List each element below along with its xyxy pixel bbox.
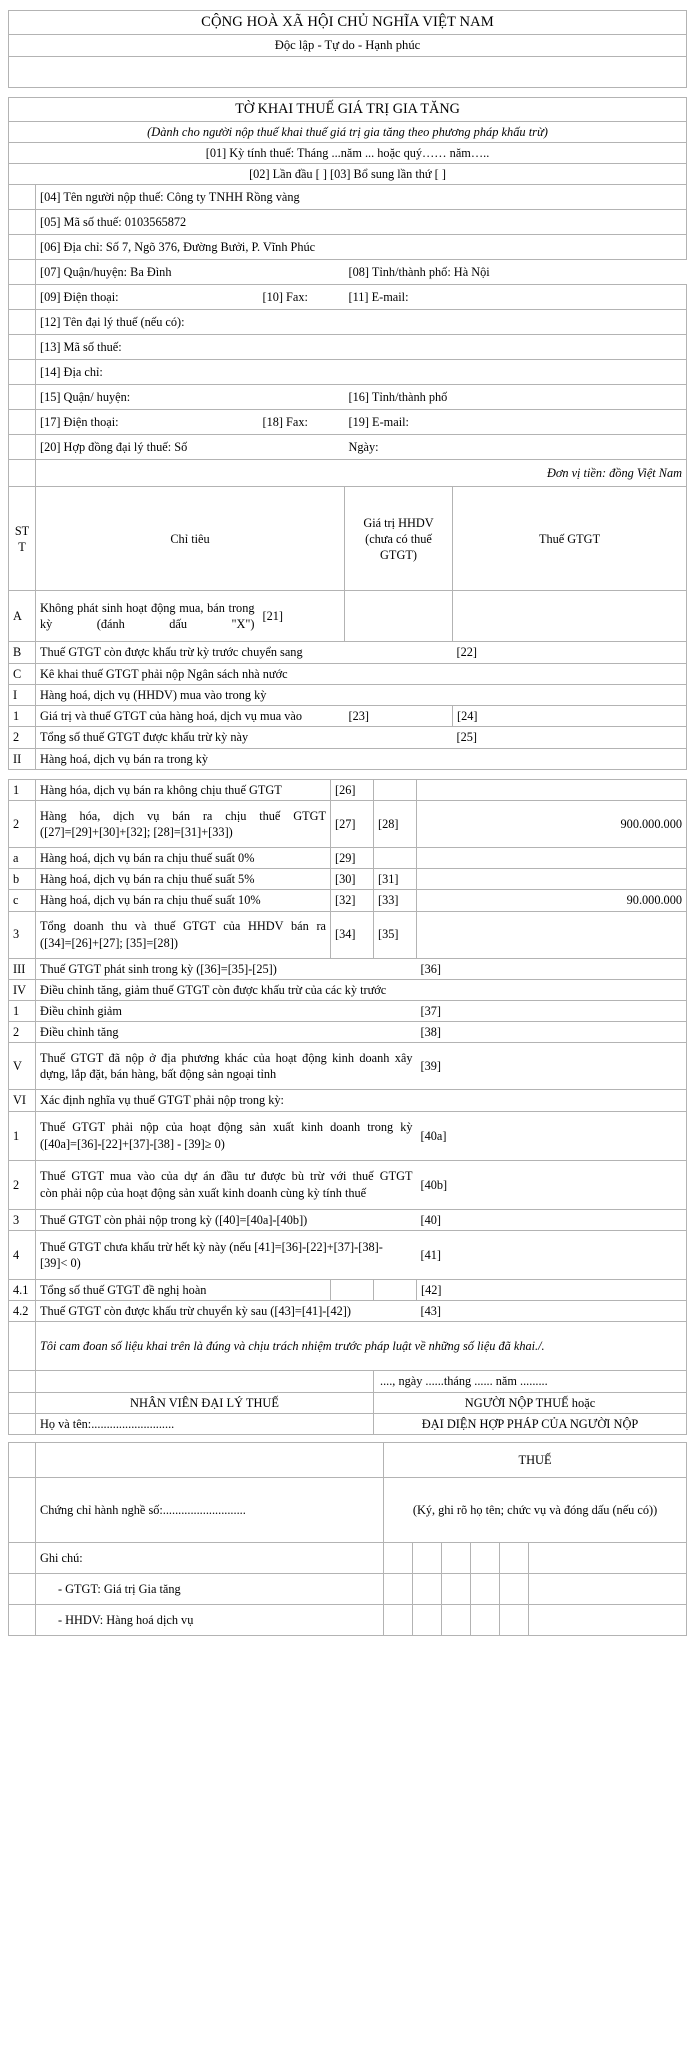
taxpayer-title-line1: NGƯỜI NỘP THUẾ hoặc — [374, 1392, 687, 1413]
table-row[interactable] — [9, 1001, 687, 1022]
criteria-table-header-row — [9, 487, 687, 591]
header-blank-cell — [9, 56, 687, 87]
row-criteria: Điều chỉnh tăng, giảm thuế GTGT còn được khấu trừ của các kỳ trước — [36, 979, 687, 1000]
table-row — [9, 684, 687, 705]
table-row[interactable] — [9, 958, 687, 979]
row-criteria-line2: ([34]=[26]+[27]; [35]=[28]) — [40, 935, 178, 950]
page-title: TỜ KHAI THUẾ GIÁ TRỊ GIA TĂNG — [9, 97, 687, 121]
row-criteria: Điều chỉnh giảm — [36, 1001, 417, 1022]
currency-unit-note: Đơn vị tiền: đồng Việt Nam — [36, 460, 687, 487]
row-stt: 3 — [9, 1209, 36, 1230]
row-criteria: Hàng hoá, dịch vụ bán ra chịu thuế suất 10% — [36, 890, 331, 911]
agent-code-gutter — [9, 335, 36, 360]
notes-grid-cell — [471, 1574, 500, 1605]
agent-contract-row[interactable] — [9, 435, 687, 460]
row-criteria-line1: Thuế GTGT phải nộp của hoạt động sản xuất kinh doanh trong kỳ — [40, 1120, 413, 1135]
row-criteria — [36, 1230, 417, 1279]
row-criteria: Hàng hóa, dịch vụ bán ra không chịu thuế GTGT — [36, 779, 331, 800]
notes-grid-cell — [413, 1574, 442, 1605]
row-vat-code: [31] — [374, 869, 417, 890]
agent-staff-name-field[interactable]: Họ và tên:........................... — [36, 1413, 374, 1434]
taxpayer-name-row[interactable] — [9, 185, 687, 210]
notes-grid-cell — [442, 1605, 471, 1636]
notes-grid-cell — [500, 1574, 529, 1605]
row-criteria-line2: ([27]=[29]+[30]+[32]; [28]=[31]+[33]) — [40, 824, 233, 839]
note-item-gtgt: - GTGT: Giá trị Gia tăng — [36, 1574, 384, 1605]
row-criteria: Không phát sinh hoạt động mua, bán trong kỳ (đánh dấu "X") — [36, 591, 259, 642]
form-subtitle: (Dành cho người nộp thuế khai thuế giá trị gia tăng theo phương pháp khấu trừ) — [9, 121, 687, 142]
notes-grid-cell — [529, 1574, 687, 1605]
block-gap-1 — [8, 88, 686, 97]
row-vat-cell[interactable] — [417, 1279, 687, 1300]
table-row[interactable] — [9, 1279, 687, 1300]
row-criteria: Tổng số thuế GTGT đề nghị hoàn — [36, 1279, 331, 1300]
notes-grid-cell — [413, 1605, 442, 1636]
row-criteria-line1: Thuế GTGT mua vào của dự án đầu tư được bù trừ với thuế GTGT — [40, 1169, 413, 1184]
taxpayer-province-field[interactable]: [08] Tỉnh/thành phố: Hà Nội — [348, 265, 490, 280]
row-stt: 1 — [9, 1001, 36, 1022]
footer-gutter-5 — [9, 1605, 36, 1636]
agent-phone-field[interactable]: [17] Điện thoại: — [36, 410, 259, 435]
notes-grid-cell — [471, 1543, 500, 1574]
taxpayer-contact-row[interactable] — [9, 285, 687, 310]
agent-district-field[interactable]: [15] Quận/ huyện: — [36, 385, 345, 410]
row-vat-cell[interactable] — [453, 727, 687, 748]
country-name: CỘNG HOÀ XÃ HỘI CHỦ NGHĨA VIỆT NAM — [9, 11, 687, 35]
notes-heading-row — [9, 1543, 687, 1574]
row-vat-code: [37] — [420, 1004, 441, 1019]
footer-gutter-4 — [9, 1574, 36, 1605]
agent-province-field[interactable]: [16] Tỉnh/thành phố — [345, 385, 687, 410]
row-value-code: [30] — [331, 869, 374, 890]
row-vat-code: [28] — [374, 800, 417, 847]
row-stt: 4 — [9, 1230, 36, 1279]
row-vat-amount[interactable]: 90.000.000 — [417, 890, 687, 911]
table-row[interactable] — [9, 847, 687, 868]
signature-name-gutter — [9, 1413, 36, 1434]
agent-contract-date-field[interactable]: Ngày: — [345, 435, 687, 460]
row-criteria: Giá trị và thuế GTGT của hàng hoá, dịch vụ mua vào — [36, 706, 345, 727]
row-vat-amount[interactable] — [417, 911, 687, 958]
form-title-row — [9, 97, 687, 121]
row-inline-code: [21] — [259, 591, 345, 642]
table-row[interactable] — [9, 591, 687, 642]
row-stt: A — [9, 591, 36, 642]
row-vat-code: [36] — [420, 961, 441, 976]
row-vat-cell[interactable] — [417, 1043, 687, 1090]
signature-date-gutter — [9, 1371, 36, 1392]
notes-grid-cell — [442, 1574, 471, 1605]
row-vat-code: [38] — [420, 1025, 441, 1040]
agent-code-row[interactable] — [9, 335, 687, 360]
row-stt: 2 — [9, 1160, 36, 1209]
row-stt: b — [9, 869, 36, 890]
signature-date-row[interactable] — [9, 1371, 687, 1392]
row-stt: 4.2 — [9, 1301, 36, 1322]
row-criteria — [36, 1160, 417, 1209]
row-vat-code: [42] — [421, 1282, 442, 1297]
certificate-row[interactable] — [9, 1478, 687, 1543]
taxpayer-sign-note: (Ký, ghi rõ họ tên; chức vụ và đóng dấu (nếu có)) — [384, 1478, 687, 1543]
row-stt: 2 — [9, 1022, 36, 1043]
agent-name-field[interactable]: [12] Tên đại lý thuế (nếu có): — [36, 310, 687, 335]
row-criteria: Xác định nghĩa vụ thuế GTGT phải nộp trong kỳ: — [36, 1090, 687, 1111]
national-header-block — [8, 10, 687, 88]
taxpayer-name-gutter — [9, 185, 36, 210]
row-stt: 3 — [9, 911, 36, 958]
row-stt: II — [9, 748, 36, 769]
table-row — [9, 748, 687, 769]
row-vat-code: [41] — [420, 1247, 441, 1262]
row-vat-cell[interactable] — [453, 706, 687, 727]
form-subtitle-row — [9, 121, 687, 142]
table-row[interactable] — [9, 1022, 687, 1043]
signature-title-row — [9, 1392, 687, 1413]
row-stt: a — [9, 847, 36, 868]
signature-title-gutter — [9, 1392, 36, 1413]
signature-name-row[interactable] — [9, 1413, 687, 1434]
agent-contact-row[interactable] — [9, 410, 687, 435]
row-value-code: [26] — [331, 779, 374, 800]
row-vat-code: [33] — [374, 890, 417, 911]
table-row[interactable] — [9, 800, 687, 847]
row-criteria-line2: [39]< 0) — [40, 1255, 81, 1270]
row-criteria-line1: Tổng doanh thu và thuế GTGT của HHDV bán ra — [40, 919, 326, 934]
taxpayer-code-field[interactable] — [36, 210, 687, 235]
notes-grid-cell — [384, 1574, 413, 1605]
table-row[interactable] — [9, 1301, 687, 1322]
row-stt: I — [9, 684, 36, 705]
row-spacer-cell-a — [331, 1279, 374, 1300]
row-value-code: [32] — [331, 890, 374, 911]
row-stt: 2 — [9, 800, 36, 847]
taxpayer-fax-field[interactable]: [10] Fax: — [259, 285, 345, 310]
row-criteria: Thuế GTGT còn phải nộp trong kỳ ([40]=[40a]-[40b]) — [36, 1209, 417, 1230]
row-vat-code — [374, 779, 417, 800]
row-vat-cell[interactable] — [417, 1230, 687, 1279]
row-stt: V — [9, 1043, 36, 1090]
agent-address-field[interactable]: [14] Địa chỉ: — [36, 360, 687, 385]
row-stt: 1 — [9, 706, 36, 727]
agent-email-field[interactable]: [19] E-mail: — [345, 410, 687, 435]
signature-left-blank — [36, 1371, 374, 1392]
form-identification-block — [8, 97, 687, 770]
row-criteria: Thuế GTGT phát sinh trong kỳ ([36]=[35]-[25]) — [36, 958, 417, 979]
row-vat-cell[interactable] — [417, 1001, 687, 1022]
taxpayer-address-row[interactable] — [9, 235, 687, 260]
agent-district-gutter — [9, 385, 36, 410]
row-vat-code: [25] — [456, 730, 477, 745]
column-header-criteria: Chỉ tiêu — [36, 487, 345, 591]
notes-item-row — [9, 1605, 687, 1636]
declaration-gutter — [9, 1322, 36, 1371]
row-stt: 2 — [9, 727, 36, 748]
table-row[interactable] — [9, 1043, 687, 1090]
table-row — [9, 979, 687, 1000]
row-vat-code: [22] — [456, 645, 477, 660]
row-vat-cell[interactable] — [453, 642, 687, 663]
row-vat-code — [374, 847, 417, 868]
notes-grid-cell — [384, 1605, 413, 1636]
row-stt: 1 — [9, 1111, 36, 1160]
row-criteria: Hàng hoá, dịch vụ bán ra trong kỳ — [36, 748, 687, 769]
block-gap-2 — [8, 770, 686, 779]
row-vat-cell[interactable] — [417, 1209, 687, 1230]
currency-note-gutter — [9, 460, 36, 487]
taxpayer-name-label: [04] Tên người nộp thuế: — [40, 190, 164, 205]
table-row — [9, 663, 687, 684]
row-stt: c — [9, 890, 36, 911]
row-criteria — [36, 800, 331, 847]
taxpayer-code-label: [05] Mã số thuế: — [40, 215, 122, 230]
row-stt: 4.1 — [9, 1279, 36, 1300]
row-value-cell[interactable] — [345, 706, 453, 727]
taxpayer-district-field[interactable]: [07] Quận/huyện: Ba Đình — [40, 265, 172, 280]
row-value-code: [23] — [348, 709, 369, 724]
table-row[interactable] — [9, 779, 687, 800]
taxpayer-email-field[interactable]: [11] E-mail: — [345, 285, 687, 310]
row-vat-cell[interactable] — [453, 591, 687, 642]
row-vat-code: [40b] — [420, 1177, 448, 1192]
taxpayer-address-field[interactable] — [36, 235, 687, 260]
row-criteria: Hàng hoá, dịch vụ (HHDV) mua vào trong kỳ — [36, 684, 687, 705]
row-value-cell[interactable] — [345, 591, 453, 642]
filing-occurrence-field[interactable]: [02] Lần đầu [ ] [03] Bổ sung lần thứ [ ] — [9, 164, 687, 185]
table-row[interactable] — [9, 890, 687, 911]
row-vat-cell[interactable] — [417, 1160, 687, 1209]
row-value-code: [29] — [331, 847, 374, 868]
row-criteria-line2: ([40a]=[36]-[22]+[37]-[38] - [39]≥ 0) — [40, 1136, 225, 1151]
row-vat-code: [40] — [420, 1212, 441, 1227]
taxpayer-title-line2: ĐẠI DIỆN HỢP PHÁP CỦA NGƯỜI NỘP — [374, 1413, 687, 1434]
agent-name-row[interactable] — [9, 310, 687, 335]
footer-notes-block — [8, 1442, 687, 1636]
row-criteria: Thuế GTGT còn được khấu trừ chuyển kỳ sau ([43]=[41]-[42]) — [36, 1301, 417, 1322]
row-vat-amount[interactable] — [417, 869, 687, 890]
notes-grid-cell — [384, 1543, 413, 1574]
row-criteria-line1: Hàng hóa, dịch vụ bán ra chịu thuế GTGT — [40, 808, 326, 823]
table-row[interactable] — [9, 1111, 687, 1160]
row-vat-cell[interactable] — [417, 1022, 687, 1043]
declaration-statement: Tôi cam đoan số liệu khai trên là đúng và chịu trách nhiệm trước pháp luật về những số liệu đã khai./. — [36, 1322, 687, 1371]
row-criteria: Kê khai thuế GTGT phải nộp Ngân sách nhà nước — [36, 663, 687, 684]
currency-note-row — [9, 460, 687, 487]
table-row[interactable] — [9, 1230, 687, 1279]
row-vat-code: [39] — [420, 1059, 441, 1074]
note-item-hhdv: - HHDV: Hàng hoá dịch vụ — [36, 1605, 384, 1636]
footer-blank-1 — [36, 1443, 384, 1478]
national-blank-row — [9, 56, 687, 87]
column-header-value-hhdv: Giá trị HHDV (chưa có thuế GTGT) — [345, 487, 453, 591]
table-row — [9, 1090, 687, 1111]
row-vat-amount[interactable] — [417, 847, 687, 868]
taxpayer-title-row-3 — [9, 1443, 687, 1478]
row-criteria: Hàng hoá, dịch vụ bán ra chịu thuế suất 5% — [36, 869, 331, 890]
row-criteria: Tổng số thuế GTGT được khấu trừ kỳ này — [36, 727, 453, 748]
table-row[interactable] — [9, 1209, 687, 1230]
row-stt: C — [9, 663, 36, 684]
table-row[interactable] — [9, 706, 687, 727]
table-row[interactable] — [9, 911, 687, 958]
table-row[interactable] — [9, 727, 687, 748]
notes-grid-cell — [529, 1543, 687, 1574]
row-vat-code: [43] — [420, 1304, 441, 1319]
column-header-vat: Thuế GTGT — [453, 487, 687, 591]
agent-contract-number-field[interactable]: [20] Hợp đồng đại lý thuế: Số — [36, 435, 345, 460]
taxpayer-district-row[interactable] — [9, 260, 687, 285]
agent-staff-title: NHÂN VIÊN ĐẠI LÝ THUẾ — [36, 1392, 374, 1413]
notes-grid-cell — [529, 1605, 687, 1636]
footer-gutter-2 — [9, 1478, 36, 1543]
row-vat-code: [24] — [457, 709, 478, 724]
row-vat-cell[interactable] — [417, 1301, 687, 1322]
row-criteria-line1: Thuế GTGT chưa khấu trừ hết kỳ này (nếu [41]=[36]-[22]+[37]-[38]- — [40, 1239, 383, 1254]
national-header-row — [9, 11, 687, 35]
notes-grid-cell — [500, 1543, 529, 1574]
row-stt: VI — [9, 1090, 36, 1111]
row-vat-cell[interactable] — [417, 1111, 687, 1160]
taxpayer-contact-gutter — [9, 285, 36, 310]
row-vat-cell[interactable] — [417, 958, 687, 979]
notes-item-row — [9, 1574, 687, 1605]
notes-grid-cell — [471, 1605, 500, 1636]
row-criteria: Điều chỉnh tăng — [36, 1022, 417, 1043]
row-criteria — [36, 911, 331, 958]
agent-code-field[interactable]: [13] Mã số thuế: — [36, 335, 687, 360]
row-vat-code: [40a] — [420, 1128, 447, 1143]
block-gap-3 — [8, 1435, 686, 1442]
agent-fax-field[interactable]: [18] Fax: — [259, 410, 345, 435]
row-stt: IV — [9, 979, 36, 1000]
agent-contact-gutter — [9, 410, 36, 435]
row-criteria: Thuế GTGT đã nộp ở địa phương khác của hoạt động kinh doanh xây dựng, lắp đặt, bán hàng, bất động sản ngoại tỉnh — [36, 1043, 417, 1090]
taxpayer-phone-field[interactable]: [09] Điện thoại: — [36, 285, 259, 310]
row-criteria: Thuế GTGT còn được khấu trừ kỳ trước chuyển sang — [36, 642, 453, 663]
notes-grid-cell — [442, 1543, 471, 1574]
taxpayer-code-value[interactable]: 0103565872 — [121, 215, 187, 230]
country-motto: Độc lập - Tự do - Hạnh phúc — [9, 35, 687, 57]
taxpayer-code-row[interactable] — [9, 210, 687, 235]
notes-grid-cell — [413, 1543, 442, 1574]
agent-address-row[interactable] — [9, 360, 687, 385]
footer-gutter-1 — [9, 1443, 36, 1478]
row-vat-code: [35] — [374, 911, 417, 958]
agent-address-gutter — [9, 360, 36, 385]
notes-grid-cell — [500, 1605, 529, 1636]
national-motto-row — [9, 35, 687, 57]
table-row[interactable] — [9, 642, 687, 663]
column-header-stt: STT — [9, 487, 36, 591]
taxpayer-address-label: [06] Địa chỉ: — [40, 240, 103, 255]
row-value-code: [34] — [331, 911, 374, 958]
practice-certificate-field[interactable]: Chứng chỉ hành nghề số:........................... — [36, 1478, 384, 1543]
notes-heading: Ghi chú: — [36, 1543, 384, 1574]
vat-detail-block — [8, 779, 687, 1436]
taxpayer-name-field[interactable] — [36, 185, 687, 210]
row-stt: B — [9, 642, 36, 663]
filing-occurrence-row[interactable] — [9, 164, 687, 185]
taxpayer-code-gutter — [9, 210, 36, 235]
taxpayer-address-gutter — [9, 235, 36, 260]
tax-period-row[interactable] — [9, 142, 687, 163]
row-spacer-cell-b — [374, 1279, 417, 1300]
footer-gutter-3 — [9, 1543, 36, 1574]
row-value-code: [27] — [331, 800, 374, 847]
row-stt: III — [9, 958, 36, 979]
row-vat-amount[interactable]: 900.000.000 — [417, 800, 687, 847]
taxpayer-title-line3: THUẾ — [384, 1443, 687, 1478]
taxpayer-district-gutter — [9, 260, 36, 285]
row-criteria: Hàng hoá, dịch vụ bán ra chịu thuế suất 0% — [36, 847, 331, 868]
table-row[interactable] — [9, 1160, 687, 1209]
row-criteria — [36, 1111, 417, 1160]
agent-name-gutter — [9, 310, 36, 335]
row-stt: 1 — [9, 779, 36, 800]
row-criteria-line2: còn phải nộp của hoạt động sản xuất kinh doanh cùng kỳ tính thuế — [40, 1185, 367, 1200]
signature-date-field[interactable]: ...., ngày ......tháng ...... năm ......... — [374, 1371, 687, 1392]
taxpayer-address-value[interactable]: Số 7, Ngõ 376, Đường Bưởi, P. Vĩnh Phúc — [102, 240, 316, 255]
declaration-row — [9, 1322, 687, 1371]
agent-district-row[interactable] — [9, 385, 687, 410]
table-row[interactable] — [9, 869, 687, 890]
taxpayer-name-value[interactable]: Công ty TNHH Rồng vàng — [166, 190, 300, 205]
agent-contract-gutter — [9, 435, 36, 460]
tax-period-field[interactable]: [01] Kỳ tính thuế: Tháng ...năm ... hoặc quý…… năm….. — [9, 142, 687, 163]
row-vat-amount[interactable] — [417, 779, 687, 800]
